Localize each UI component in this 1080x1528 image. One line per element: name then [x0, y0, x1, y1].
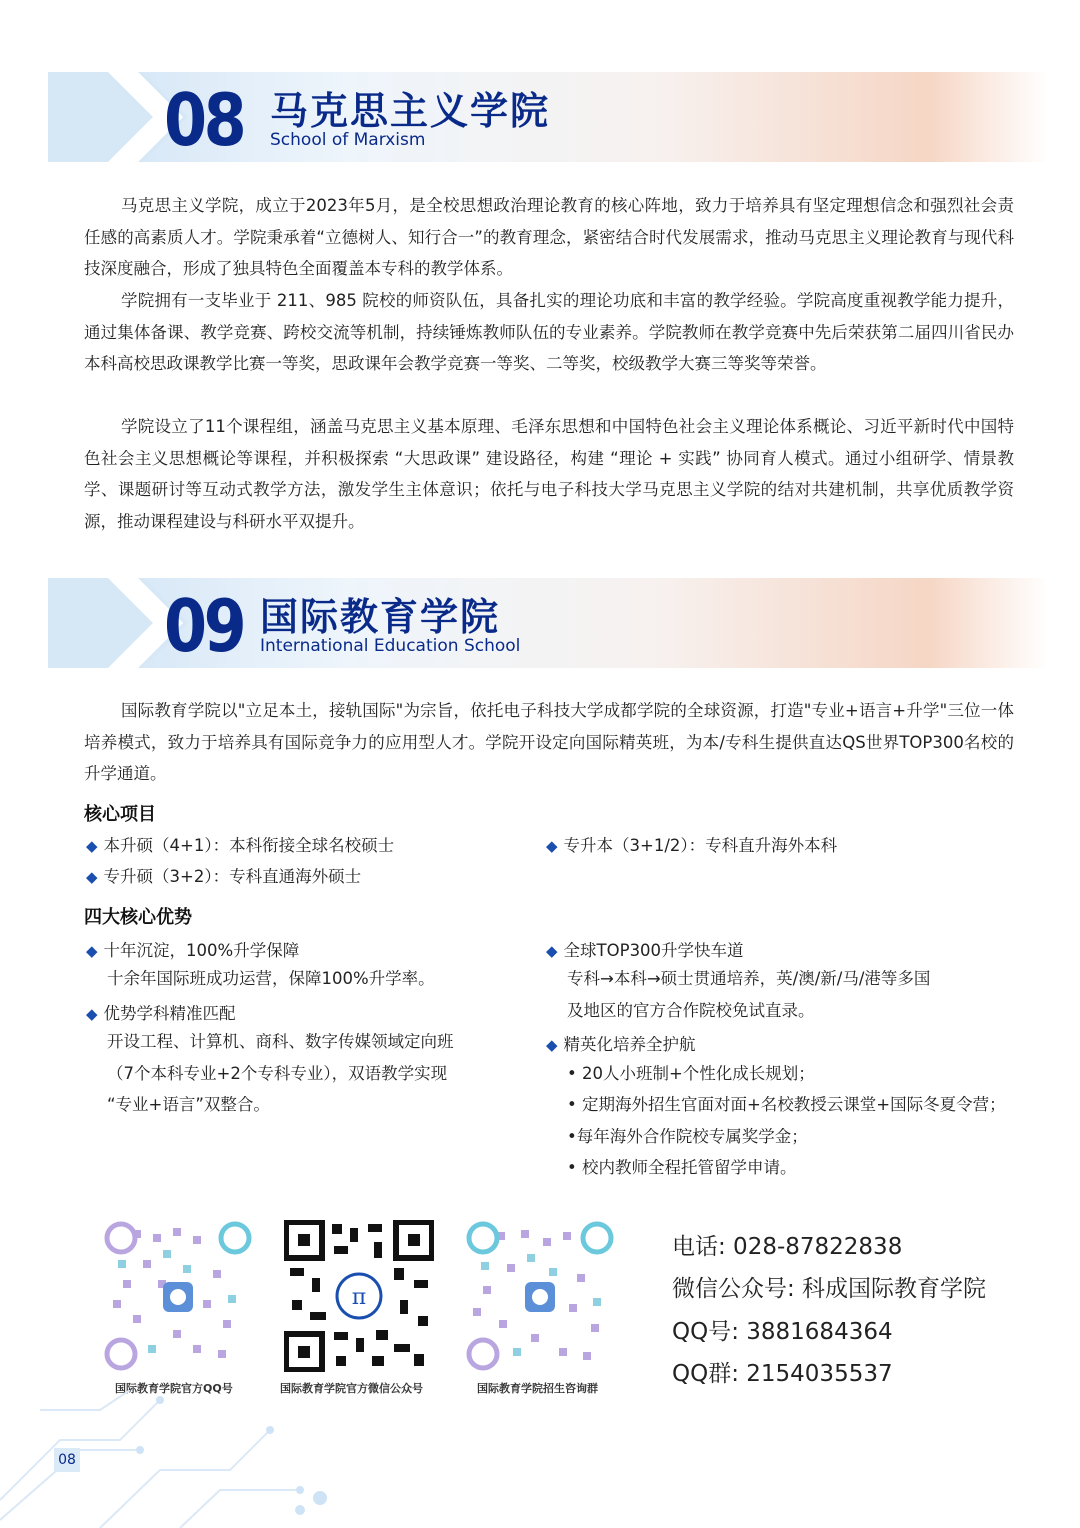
paragraph: 学院拥有一支毕业于 211、985 院校的师资队伍，具备扎实的理论功底和丰富的教学经验。学院高度重视教学能力提升，通过集体备课、教学竞赛、跨校交流等机制，持续锤炼教师队伍的专业素养。学院教师在教学竞赛中先后荣获第二届四川省民办本科高校思政课教学比赛一等奖，思政课年会教学竞赛一等奖、二等奖，校级教学大赛三等奖等荣誉。 [84, 291, 1014, 373]
svg-text:π: π [351, 1285, 367, 1310]
qr-caption: 国际教育学院官方微信公众号 [280, 1382, 423, 1395]
diamond-bullet-icon: ◆ [546, 942, 558, 960]
advantage-line: • 校内教师全程托管留学申请。 [567, 1158, 797, 1177]
advantages-heading: 四大核心优势 [84, 907, 192, 928]
section-subtitle: School of Marxism [270, 130, 426, 150]
section-number: 08 [164, 78, 244, 162]
advantage-title: ◆ 全球TOP300升学快车道 [546, 941, 744, 960]
qr-caption: 国际教育学院招生咨询群 [477, 1382, 598, 1395]
section-subtitle: International Education School [260, 636, 521, 656]
diamond-bullet-icon: ◆ [86, 1005, 98, 1023]
section-title: 国际教育学院 [260, 595, 501, 639]
paragraph: 国际教育学院以"立足本土，接轨国际"为宗旨，依托电子科技大学成都学院的全球资源，打造"专业+语言+升学"三位一体培养模式，致力于培养具有国际竞争力的应用型人才。学院开设定向国际精英班，为本/专科生提供直达QS世界TOP300名校的升学通道。 [84, 701, 1014, 783]
diamond-bullet-icon: ◆ [546, 1036, 558, 1054]
list-item: ◆ 本升硕（4+1）：本科衔接全球名校硕士 [86, 836, 395, 855]
diamond-bullet-icon: ◆ [86, 942, 98, 960]
qr-caption: 国际教育学院官方QQ号 [115, 1382, 233, 1395]
advantage-line: 专科→本科→硕士贯通培养，英/澳/新/马/港等多国 [567, 969, 931, 988]
list-item: ◆ 专升硕（3+2）：专科直通海外硕士 [86, 867, 362, 886]
qq-group-qr-code [465, 1220, 615, 1372]
advantage-title: ◆ 十年沉淀，100%升学保障 [86, 941, 300, 960]
contact-qq: QQ号: 3881684364 [672, 1319, 893, 1345]
wechat-qr-code [284, 1220, 434, 1372]
core-projects-heading: 核心项目 [84, 804, 156, 825]
advantage-line: • 20人小班制+个性化成长规划； [567, 1064, 815, 1083]
advantage-line: （7个本科专业+2个专科专业），双语教学实现 [107, 1064, 448, 1083]
advantage-line: “专业+语言”双整合。 [107, 1095, 270, 1114]
section-title: 马克思主义学院 [270, 89, 551, 133]
advantage-title: ◆ 精英化培养全护航 [546, 1035, 696, 1054]
contact-phone: 电话: 028-87822838 [672, 1234, 903, 1260]
advantage-line: 及地区的官方合作院校免试直录。 [567, 1001, 815, 1020]
contact-qq-group: QQ群: 2154035537 [672, 1361, 893, 1387]
advantage-line: •每年海外合作院校专属奖学金； [567, 1127, 808, 1146]
advantage-title: ◆ 优势学科精准匹配 [86, 1004, 236, 1023]
section-number: 09 [164, 584, 244, 668]
list-item: ◆ 专升本（3+1/2）：专科直升海外本科 [546, 836, 838, 855]
advantage-line: 开设工程、计算机、商科、数字传媒领域定向班 [107, 1032, 454, 1051]
page-number: 08 [54, 1448, 80, 1472]
diamond-bullet-icon: ◆ [546, 837, 558, 855]
advantage-line: 十余年国际班成功运营，保障100%升学率。 [107, 969, 435, 988]
advantage-line: • 定期海外招生官面对面+名校教授云课堂+国际冬夏令营； [567, 1095, 1006, 1114]
section-09-banner [48, 578, 1048, 668]
diamond-bullet-icon: ◆ [86, 837, 98, 855]
paragraph: 学院设立了11个课程组，涵盖马克思主义基本原理、毛泽东思想和中国特色社会主义理论体系概论、习近平新时代中国特色社会主义思想概论等课程，并积极探索 “大思政课” 建设路径，构建 “理论 + 实践” 协同育人模式。通过小组研学、情景教学、课题研讨等互动式教学方法，激发学生主体意识；依托与电子科技大学马克思主义学院的结对共建机制，共享优质教学资源，推动课程建设与科研水平双提升。 [84, 417, 1014, 531]
paragraph: 马克思主义学院，成立于2023年5月，是全校思想政治理论教育的核心阵地，致力于培养具有坚定理想信念和强烈社会责任感的高素质人才。学院秉承着“立德树人、知行合一”的教育理念，紧密结合时代发展需求，推动马克思主义理论教育与现代科技深度融合，形成了独具特色全面覆盖本专科的教学体系。 [84, 196, 1014, 278]
section-08-banner [48, 72, 1048, 162]
qq-qr-code [103, 1220, 253, 1372]
contact-wechat: 微信公众号: 科成国际教育学院 [672, 1276, 987, 1302]
diamond-bullet-icon: ◆ [86, 868, 98, 886]
